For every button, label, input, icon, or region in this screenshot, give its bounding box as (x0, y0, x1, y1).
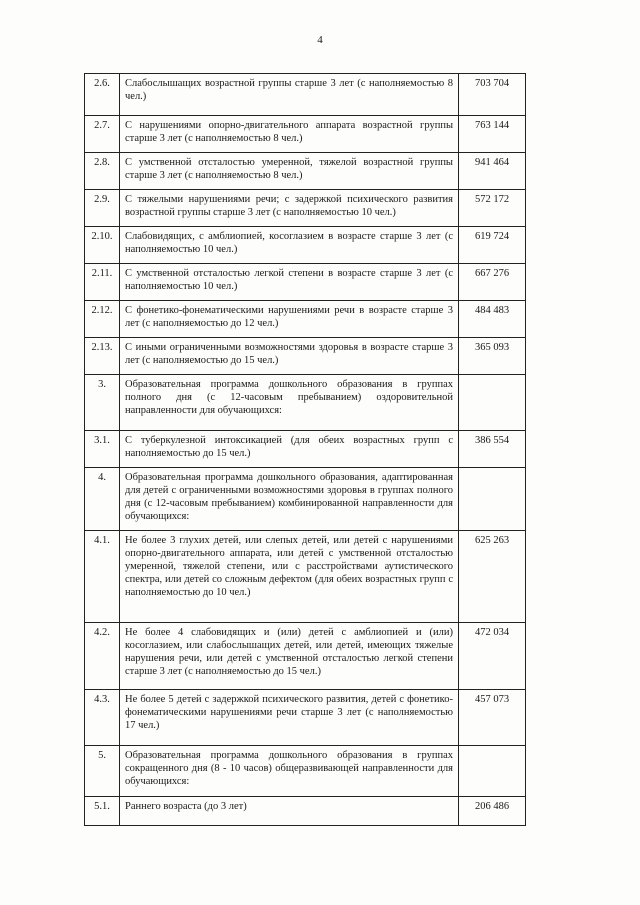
row-amount: 484 483 (459, 301, 526, 338)
row-amount: 386 554 (459, 431, 526, 468)
row-description: Слабовидящих, с амблиопией, косоглазием в возрасте старше 3 лет (с наполняемостью 10 чел.) (120, 227, 459, 264)
row-description: С умственной отсталостью легкой степени в возрасте старше 3 лет (с наполняемостью 10 чел.) (120, 264, 459, 301)
row-number: 3.1. (85, 431, 120, 468)
row-description: Слабослышащих возрастной группы старше 3 лет (с наполняемостью 8 чел.) (120, 74, 459, 116)
row-description: Образовательная программа дошкольного образования в группах сокращенного дня (8 - 10 часов) общеразвивающей направленности для обучающихся: (120, 746, 459, 797)
row-amount: 572 172 (459, 190, 526, 227)
row-number: 4. (85, 468, 120, 531)
row-description: Не более 5 детей с задержкой психического развития, детей с фонетико-фонематическими нарушениями речи старше 3 лет (с наполняемостью 17 чел.) (120, 690, 459, 746)
row-amount (459, 375, 526, 431)
table-row (85, 375, 526, 431)
row-number: 2.9. (85, 190, 120, 227)
row-description: С нарушениями опорно-двигательного аппарата возрастной группы старше 3 лет (с наполняемостью 8 чел.) (120, 116, 459, 153)
row-description: С тяжелыми нарушениями речи; с задержкой психического развития возрастной группы старше 3 лет (с наполняемостью 10 чел.) (120, 190, 459, 227)
table-row (85, 531, 526, 623)
row-amount: 703 704 (459, 74, 526, 116)
row-number: 5. (85, 746, 120, 797)
row-number: 2.12. (85, 301, 120, 338)
page-number: 4 (317, 34, 323, 46)
table-row (85, 264, 526, 301)
row-amount: 763 144 (459, 116, 526, 153)
row-amount (459, 746, 526, 797)
row-amount: 472 034 (459, 623, 526, 690)
row-description: С фонетико-фонематическими нарушениями речи в возрасте старше 3 лет (с наполняемостью до 12 чел.) (120, 301, 459, 338)
row-amount: 667 276 (459, 264, 526, 301)
row-description: С туберкулезной интоксикацией (для обеих возрастных групп с наполняемостью до 15 чел.) (120, 431, 459, 468)
row-description: Не более 3 глухих детей, или слепых детей, или детей с нарушениями опорно-двигательного аппарата, или детей с умственной отсталостью умеренной, тяжелой степени, или с расстройствами аутистического спектра, или детей со сложным дефектом (для обеих возрастных групп с наполняемостью до 10 чел.) (120, 531, 459, 623)
row-amount: 625 263 (459, 531, 526, 623)
row-number: 2.11. (85, 264, 120, 301)
row-amount: 206 486 (459, 797, 526, 826)
row-description: С умственной отсталостью умеренной, тяжелой возрастной группы старше 3 лет (с наполняемостью 8 чел.) (120, 153, 459, 190)
row-description: Раннего возраста (до 3 лет) (120, 797, 459, 826)
row-number: 3. (85, 375, 120, 431)
table-row (85, 623, 526, 690)
table-body (85, 74, 526, 826)
row-description: Образовательная программа дошкольного образования, адаптированная для детей с ограниченными возможностями здоровья в группах полного дня (с 12-часовым пребыванием) комбинированной направленности для обучающихся: (120, 468, 459, 531)
table-row (85, 431, 526, 468)
table-row (85, 338, 526, 375)
row-number: 4.2. (85, 623, 120, 690)
row-description: Образовательная программа дошкольного образования в группах полного дня (с 12-часовым пребыванием) оздоровительной направленности для обучающихся: (120, 375, 459, 431)
row-number: 2.10. (85, 227, 120, 264)
table-row (85, 190, 526, 227)
table-row (85, 116, 526, 153)
row-amount (459, 468, 526, 531)
table-row (85, 301, 526, 338)
row-number: 2.7. (85, 116, 120, 153)
table-row (85, 227, 526, 264)
row-number: 2.6. (85, 74, 120, 116)
row-amount: 941 464 (459, 153, 526, 190)
table-row (85, 797, 526, 826)
table-row (85, 153, 526, 190)
table-row (85, 468, 526, 531)
table-row (85, 690, 526, 746)
row-amount: 457 073 (459, 690, 526, 746)
row-description: С иными ограниченными возможностями здоровья в возрасте старше 3 лет (с наполняемостью до 15 чел.) (120, 338, 459, 375)
row-description: Не более 4 слабовидящих и (или) детей с амблиопией и (или) косоглазием, или слабослышащих детей, или детей, имеющих тяжелые нарушения речи, или детей с умственной отсталостью легкой степени старше 3 лет (с наполняемостью до 15 чел.) (120, 623, 459, 690)
row-amount: 365 093 (459, 338, 526, 375)
row-number: 4.1. (85, 531, 120, 623)
table-row (85, 746, 526, 797)
row-number: 2.8. (85, 153, 120, 190)
row-number: 5.1. (85, 797, 120, 826)
row-number: 4.3. (85, 690, 120, 746)
row-number: 2.13. (85, 338, 120, 375)
table-row (85, 74, 526, 116)
row-amount: 619 724 (459, 227, 526, 264)
tariff-table (84, 73, 526, 826)
